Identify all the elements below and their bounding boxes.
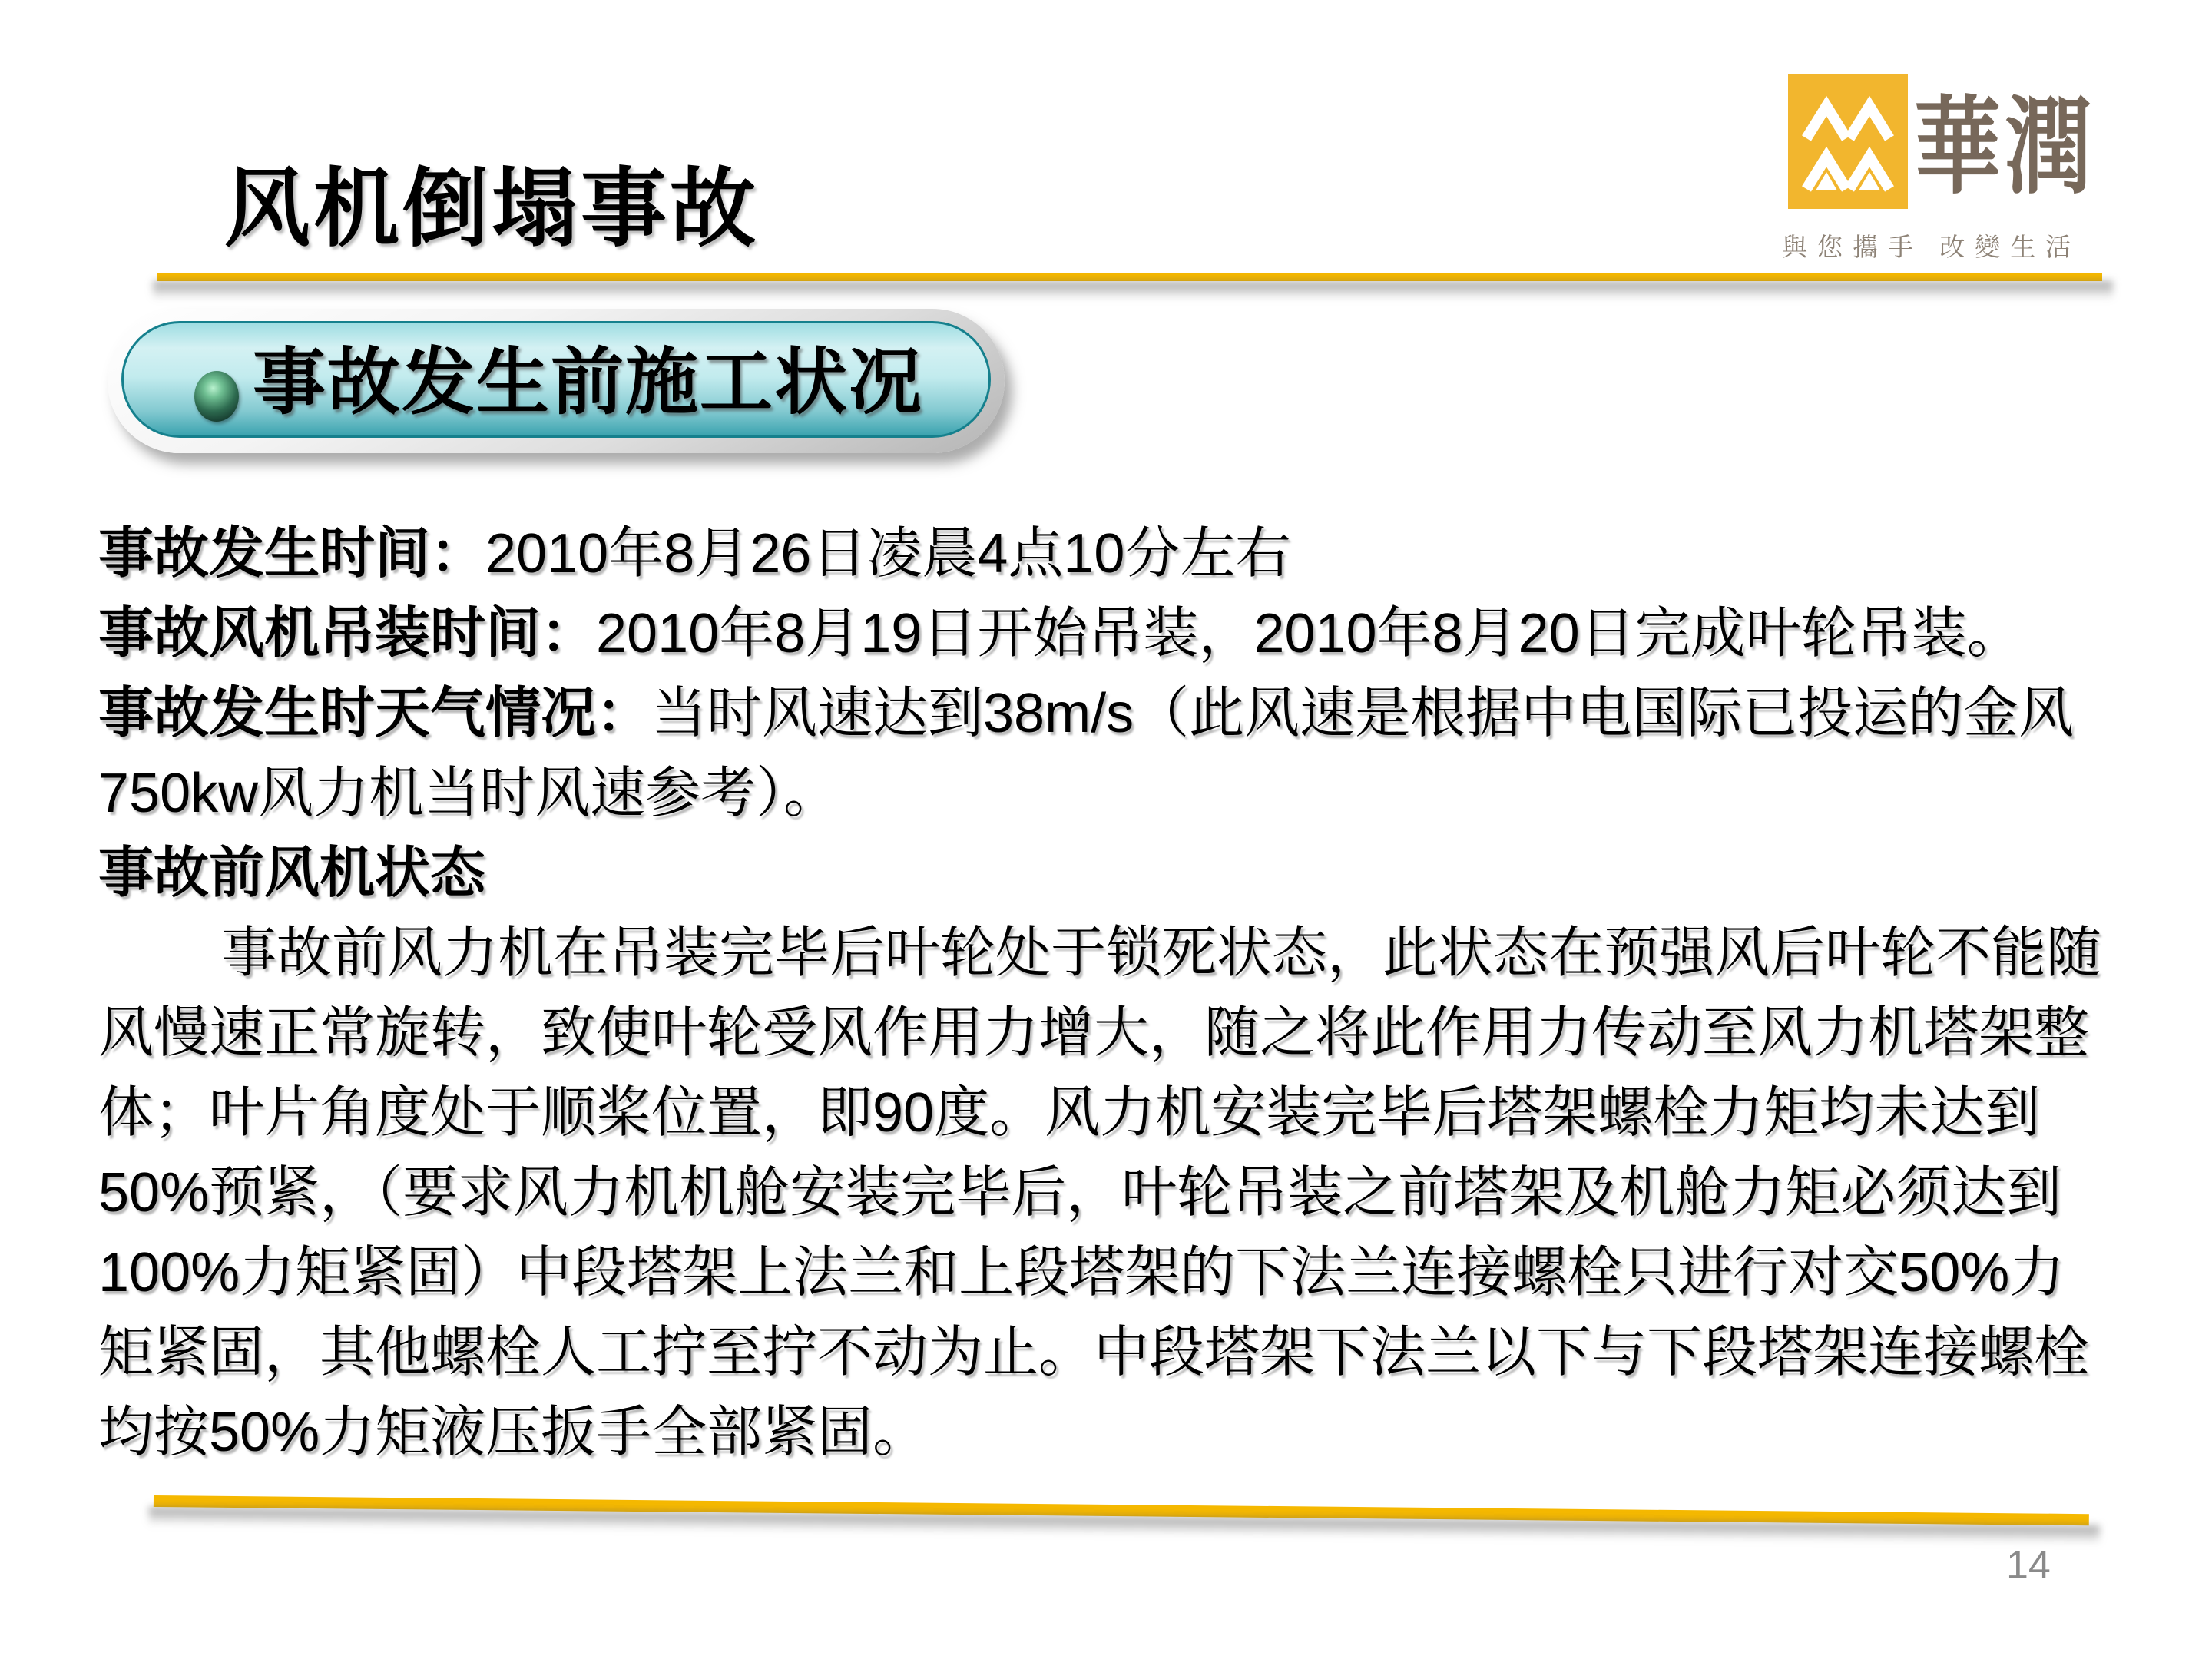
body-line-text: 矩紧固，其他螺栓人工拧至拧不动为止。中段塔架下法兰以下与下段塔架连接螺栓 xyxy=(98,1322,2090,1383)
body-line-label: 事故风机吊装时间： xyxy=(98,603,597,664)
page-title: 风机倒塌事故 xyxy=(224,162,759,257)
body-line-label: 事故前风机状态 xyxy=(98,843,486,904)
body-line-12 xyxy=(98,1392,2172,1472)
brand-name: 華潤 xyxy=(1914,89,2096,207)
body-line-6 xyxy=(98,913,2172,993)
body-line-11 xyxy=(98,1313,2172,1392)
page-number: 14 xyxy=(2006,1543,2051,1588)
body-line-label: 事故发生时天气情况： xyxy=(98,683,652,744)
body-line-text: 2010年8月26日凌晨4点10分左右 xyxy=(485,523,1291,584)
section-banner-face xyxy=(121,321,991,438)
body-line-label: 事故发生时间： xyxy=(98,523,486,584)
body-line-4 xyxy=(98,753,2172,833)
body-line-text: 100%力矩紧固）中段塔架上法兰和上段塔架的下法兰连接螺栓只进行对交50%力 xyxy=(98,1242,2065,1303)
section-banner xyxy=(108,309,1005,453)
body-line-7 xyxy=(98,993,2172,1073)
body-line-text: 均按50%力矩液压扳手全部紧固。 xyxy=(98,1402,929,1463)
body-line-9 xyxy=(98,1153,2172,1233)
footer-divider-line xyxy=(154,1495,2089,1525)
body-line-text: 事故前风力机在吊装完毕后叶轮处于锁死状态，此状态在预强风后叶轮不能随 xyxy=(221,922,2102,984)
body-line-text: 风慢速正常旋转，致使叶轮受风作用力增大，随之将此作用力传动至风力机塔架整 xyxy=(98,1002,2090,1064)
body-line-10 xyxy=(98,1233,2172,1313)
brand-tagline: 與您攜手 改變生活 xyxy=(1782,234,2081,262)
body-line-1 xyxy=(98,514,2172,594)
body-line-8 xyxy=(98,1073,2172,1153)
company-logo-icon xyxy=(1788,74,1908,209)
body-line-text: 2010年8月19日开始吊装，2010年8月20日完成叶轮吊装。 xyxy=(596,603,2022,664)
body-line-2 xyxy=(98,594,2172,674)
body-line-text: 750kw风力机当时风速参考）。 xyxy=(98,763,839,824)
body-line-text: 体；叶片角度处于顺桨位置，即90度。风力机安装完毕后塔架螺栓力矩均未达到 xyxy=(98,1082,2041,1144)
body-text-block xyxy=(98,514,2172,1472)
body-line-3 xyxy=(98,674,2172,753)
body-line-5 xyxy=(98,833,2172,913)
body-line-text: 当时风速达到38m/s（此风速是根据中电国际已投运的金风 xyxy=(651,683,2075,744)
body-line-text: 50%预紧，（要求风力机机舱安装完毕后，叶轮吊装之前塔架及机舱力矩必须达到 xyxy=(98,1162,2062,1224)
title-divider-line xyxy=(157,273,2102,281)
section-banner-label: 事故发生前施工状况 xyxy=(253,341,924,423)
green-sphere-bullet-icon xyxy=(194,371,239,422)
